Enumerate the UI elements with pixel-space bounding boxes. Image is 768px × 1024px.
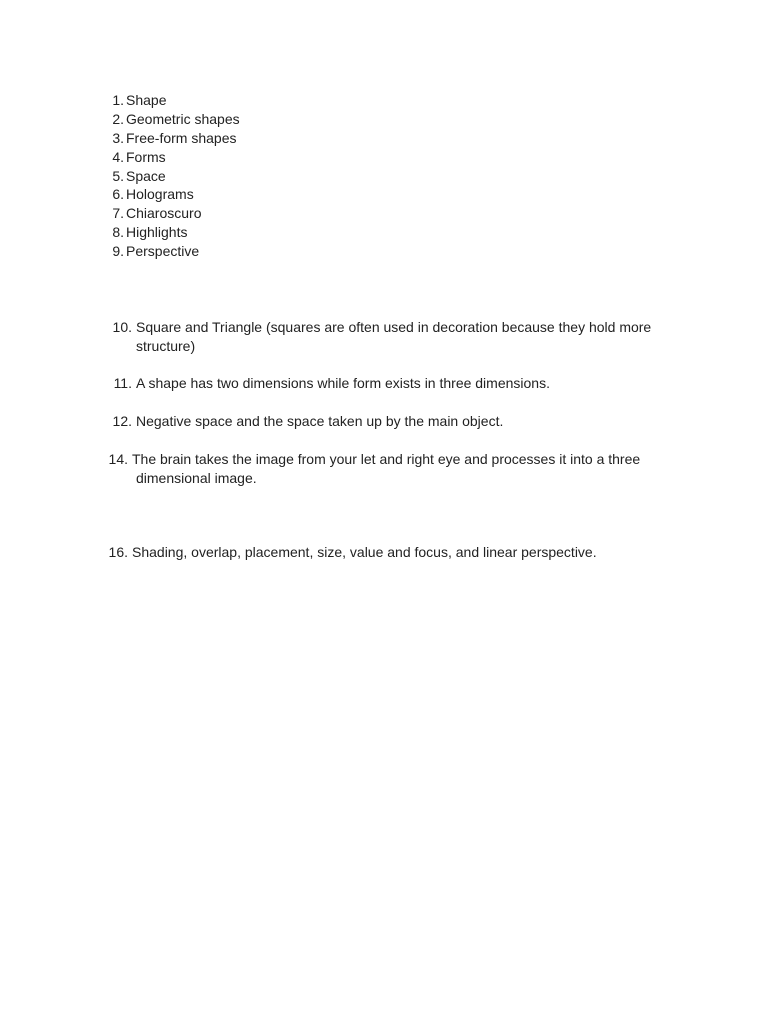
list-number: 11. [113, 375, 132, 391]
list-item-9 [100, 242, 660, 261]
answer-item-14 [96, 450, 656, 488]
answer-item-12 [100, 412, 660, 431]
list-text: Geometric shapes [126, 111, 240, 127]
list-number: 3. [112, 130, 124, 146]
list-item-8 [100, 223, 660, 242]
list-text: Shading, overlap, placement, size, value and focus, and linear perspective. [132, 544, 597, 560]
list-item-2 [100, 110, 660, 129]
list-item-4 [100, 148, 660, 167]
list-item-7 [100, 204, 660, 223]
list-text: Shape [126, 92, 167, 108]
list-text: Negative space and the space taken up by the main object. [136, 413, 504, 429]
list-item-5 [100, 167, 660, 186]
list-number: 2. [112, 111, 124, 127]
answer-item-10 [100, 318, 660, 356]
list-number: 16. [108, 544, 128, 560]
list-number: 10. [112, 319, 132, 335]
list-text: Space [126, 168, 166, 184]
list-text: Highlights [126, 224, 188, 240]
list-number: 8. [112, 224, 124, 240]
list-number: 12. [112, 413, 132, 429]
list-text: A shape has two dimensions while form exists in three dimensions. [136, 375, 550, 391]
list-text: Forms [126, 149, 166, 165]
list-number: 14. [108, 451, 128, 467]
list-item-6 [100, 185, 660, 204]
list-item-3 [100, 129, 660, 148]
list-number: 7. [112, 205, 124, 221]
list-number: 1. [112, 92, 124, 108]
list-number: 6. [112, 186, 124, 202]
list-text: Free-form shapes [126, 130, 237, 146]
list-item-1 [100, 91, 660, 110]
answer-item-11 [100, 374, 660, 393]
list-number: 9. [112, 243, 124, 259]
list-number: 5. [112, 168, 124, 184]
list-text: Square and Triangle (squares are often used in decoration because they hold more structure) [136, 319, 652, 354]
list-text: The brain takes the image from your let and right eye and processes it into a three dimensional image. [132, 451, 641, 486]
list-text: Perspective [126, 243, 200, 259]
list-text: Chiaroscuro [126, 205, 202, 221]
list-text: Holograms [126, 186, 194, 202]
answer-item-16 [96, 543, 656, 562]
list-number: 4. [112, 149, 124, 165]
